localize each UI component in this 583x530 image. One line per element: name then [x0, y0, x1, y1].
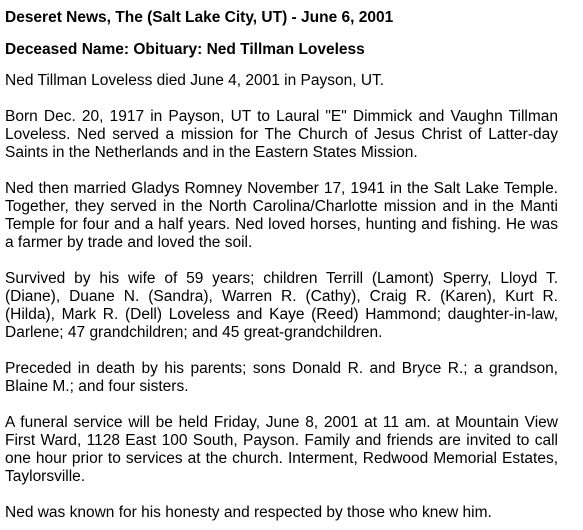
survivors-paragraph: Survived by his wife of 59 years; children Terrill (Lamont) Sperry, Lloyd T. (Diane), Duane N. (Sandra), Warren R. (Cathy), Craig R. (Karen), Kurt R. (Hilda), Mark R. (Dell) Loveless and Kaye (Reed) Hammond; daughter-in-law, Darlene; 47 grandchildren; and 45 great-grandchildren.	[5, 270, 558, 341]
funeral-service-paragraph: A funeral service will be held Friday, June 8, 2001 at 11 am. at Mountain View First Ward, 1128 East 100 South, Payson. Family and friends are invited to call one hour prior to services at the church. Interment, Redwood Memorial Estates, Taylorsville.	[5, 414, 558, 485]
preceded-paragraph: Preceded in death by his parents; sons Donald R. and Bryce R.; a grandson, Blaine M.; and four sisters.	[5, 360, 558, 395]
closing-paragraph: Ned was known for his honesty and respected by those who knew him.	[5, 504, 492, 521]
birth-mission-paragraph: Born Dec. 20, 1917 in Payson, UT to Laural "E" Dimmick and Vaughn Tillman Loveless. Ned served a mission for The Church of Jesus Christ of Latter-day Saints in the Netherlands and in the Eastern States Mission.	[5, 108, 558, 161]
source-heading: Deseret News, The (Salt Lake City, UT) - June 6, 2001	[5, 9, 394, 26]
marriage-paragraph: Ned then married Gladys Romney November 17, 1941 in the Salt Lake Temple. Together, they served in the North Carolina/Charlotte mission and in the Manti Temple for four and a half years. Ned loved horses, hunting and fishing. He was a farmer by trade and loved the soil.	[5, 180, 558, 251]
death-notice-paragraph: Ned Tillman Loveless died June 4, 2001 in Payson, UT.	[5, 72, 385, 89]
deceased-name-heading: Deceased Name: Obituary: Ned Tillman Loveless	[5, 41, 365, 58]
obituary-document	[5, 9, 558, 522]
